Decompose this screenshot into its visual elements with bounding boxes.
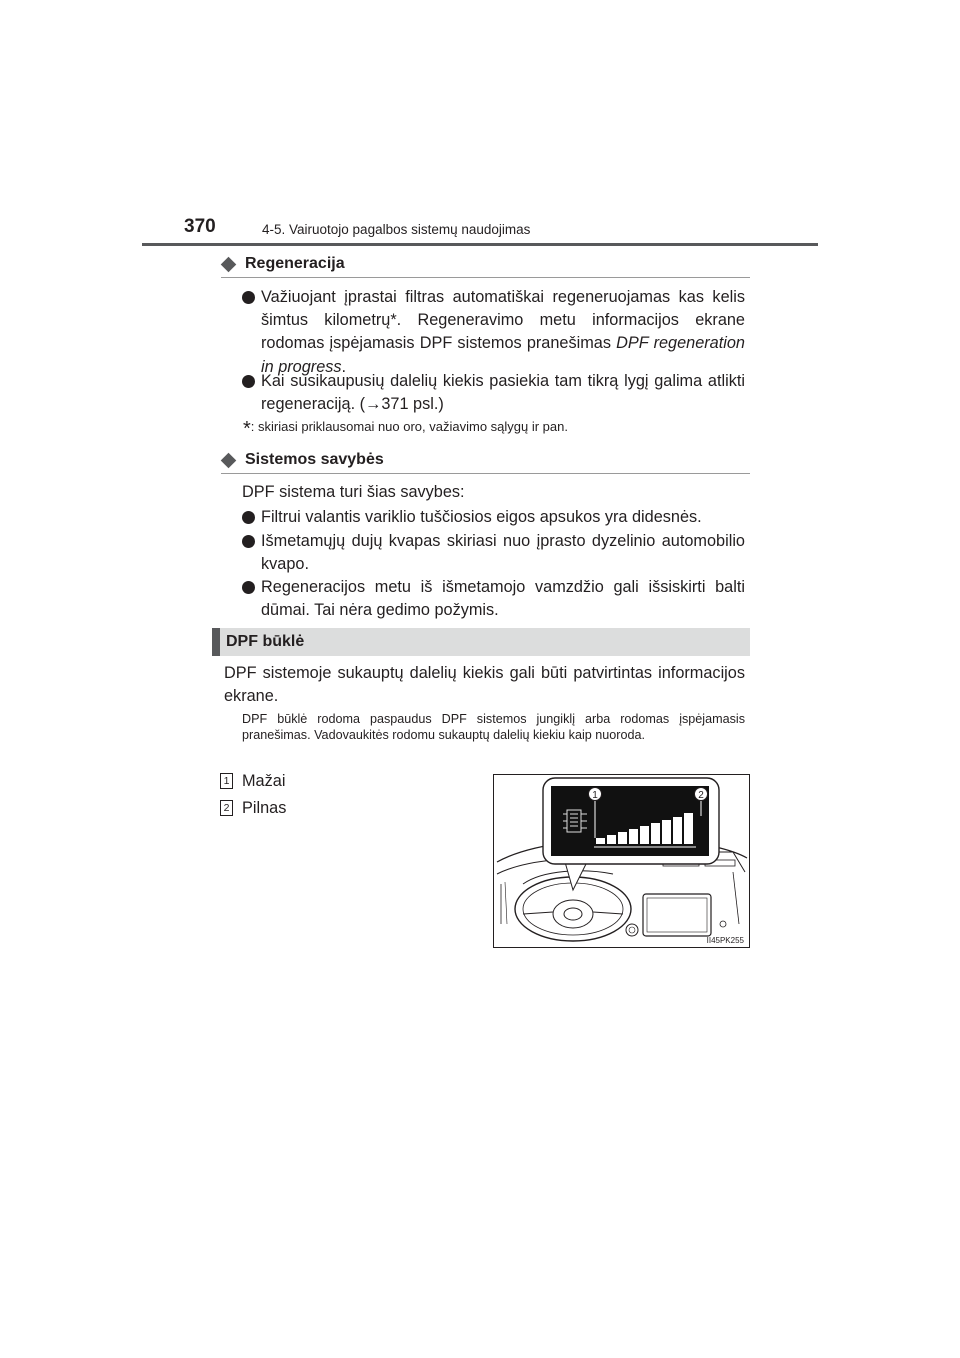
- page-number: 370: [184, 216, 216, 237]
- bullet-icon: [242, 581, 255, 594]
- footnote-mark: *: [243, 418, 251, 440]
- footnote-text: : skiriasi priklausomai nuo oro, važiavimo sąlygų ir pan.: [250, 419, 568, 434]
- list-item: [242, 506, 745, 529]
- dpf-note: DPF būklė rodoma paspaudus DPF sistemos jungiklį arba rodomas įspėjamasis pranešimas. Vadovaukitės rodomu sukauptų dalelių kiekiu kaip nuoroda.: [242, 712, 745, 742]
- section-heading-regeneration: [221, 255, 345, 273]
- bullet-icon: [242, 375, 255, 388]
- diamond-icon: [221, 452, 237, 468]
- section-title: Sistemos savybės: [245, 451, 384, 468]
- bullet-text-tail: .: [341, 357, 347, 376]
- header-rule: [142, 243, 818, 246]
- features-intro: DPF sistema turi šias savybes:: [242, 483, 465, 501]
- section-title: Regeneracija: [245, 255, 345, 272]
- legend-number-2: 2: [220, 800, 233, 816]
- bullet-text: Kai susikaupusių dalelių kiekis pasiekia tam tikrą lygį galima atlikti regeneraciją. (→371 psl.): [261, 372, 745, 414]
- bullet-text: [261, 286, 745, 379]
- bullet-icon: [242, 291, 255, 304]
- bullet-text: Regeneracijos metu iš išmetamojo vamzdžio gali išsiskirti balti dūmai. Tai nėra gedimo požymis.: [261, 578, 745, 620]
- dpf-illustration: [493, 774, 750, 948]
- dpf-paragraph: DPF sistemoje sukauptų dalelių kiekis gali būti patvirtintas informacijos ekrane.: [224, 664, 745, 706]
- bullet-text: Filtrui valantis variklio tuščiosios eigos apsukos yra didesnės.: [261, 508, 702, 526]
- legend-label-2: Pilnas: [242, 799, 287, 817]
- list-item: [242, 370, 745, 416]
- section-box-bar: [212, 628, 220, 656]
- legend-label-1: Mažai: [242, 772, 286, 790]
- section-box-title: DPF būklė: [226, 633, 305, 650]
- callout-1: 1: [592, 790, 598, 801]
- section-heading-features: [221, 451, 384, 469]
- callout-2: 2: [698, 790, 704, 801]
- bullet-icon: [242, 535, 255, 548]
- list-item: [242, 576, 745, 622]
- chapter-title: 4-5. Vairuotojo pagalbos sistemų naudojimas: [262, 222, 531, 237]
- figure-code: II45PK255: [706, 936, 744, 945]
- legend-number-1: 1: [220, 773, 233, 789]
- footnote: [243, 418, 568, 441]
- section-rule: [221, 277, 750, 278]
- list-item: [242, 286, 745, 379]
- diamond-icon: [221, 256, 237, 272]
- bullet-text-main: Važiuojant įprastai filtras automatiškai regeneruojamas kas kelis šimtus kilometrų*. Regeneravimo metu informacijos ekrane rodomas įspėjamasis DPF sistemos pranešimas: [261, 288, 745, 353]
- bullet-text: Išmetamųjų dujų kvapas skiriasi nuo įprasto dyzelinio automobilio kvapo.: [261, 532, 745, 574]
- dpf-message: DPF regeneration in progress: [261, 334, 745, 376]
- list-item: [242, 530, 745, 576]
- section-rule: [221, 473, 750, 474]
- bullet-icon: [242, 511, 255, 524]
